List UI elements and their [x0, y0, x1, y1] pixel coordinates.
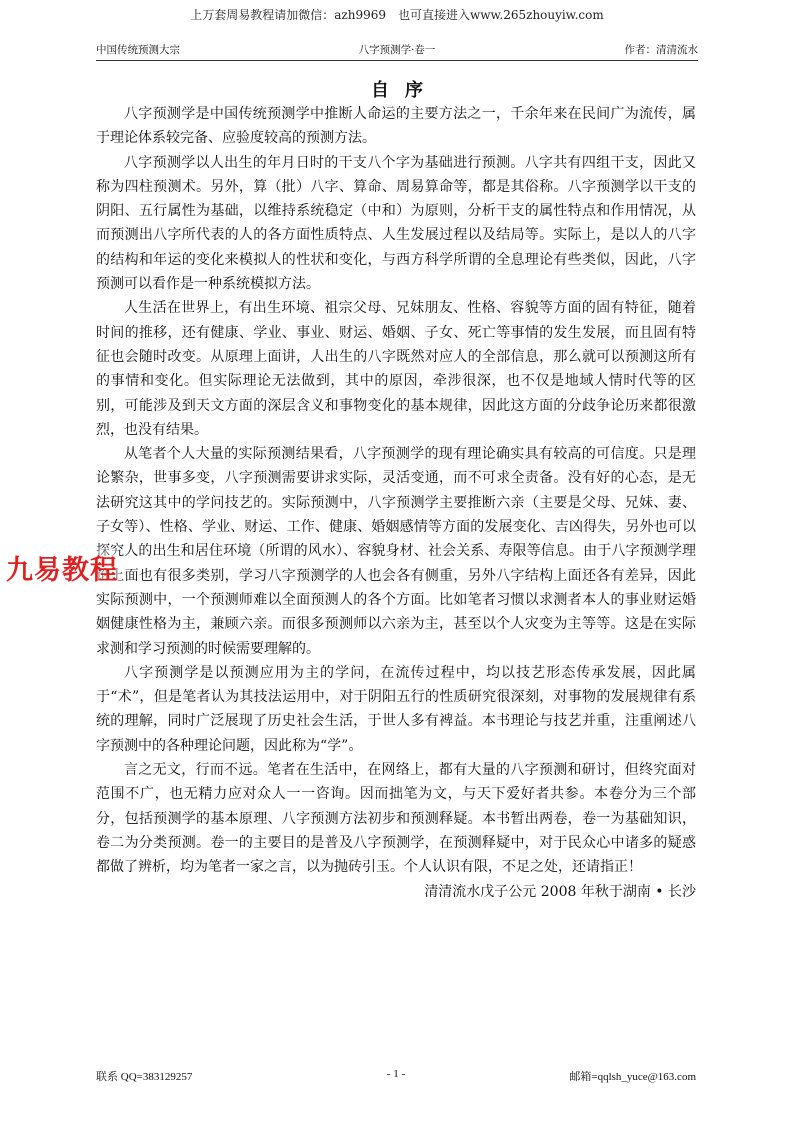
page-title: 自序 [371, 80, 439, 101]
paragraph: 言之无文，行而不远。笔者在生活中，在网络上，都有大量的八字预测和研讨，但终究面对范围不广，也无精力应对众人一一咨询。因而拙笔为文，与天下爱好者共参。本卷分为三个部分，包括预测学的基本原理、八字预测方法初步和预测释疑。本书暂出两卷，卷一为基础知识，卷二为分类预测。卷一的主要目的是普及八字预测学，在预测释疑中，对于民众心中诸多的疑惑都做了辨析，均为笔者一家之言，以为抛砖引玉。个人认识有限，不足之处，还请指正！ [96, 762, 696, 876]
paragraph: 人生活在世界上，有出生环境、祖宗父母、兄妹朋友、性格、容貌等方面的固有特征，随着时间的推移，还有健康、学业、事业、财运、婚姻、子女、死亡等事情的发生发展，而且固有特征也会随时改变。从原理上面讲，人出生的八字既然对应人的全部信息，那么就可以预测这所有的事情和变化。但实际理论无法做到，其中的原因，牵涉很深，也不仅是地域人情时代等的区别，可能涉及到天文方面的深层含义和事物变化的基本规律，因此这方面的分歧争论历来都很激烈，也没有结果。 [96, 300, 696, 438]
signature: 清清流水戊子公元 2008 年秋于湖南 • 长沙 [424, 883, 696, 900]
page-footer [96, 1068, 696, 1084]
header-author: 作者：清清流水 [624, 44, 698, 56]
running-header [96, 42, 698, 61]
watermark-logo: 九易教程 [6, 548, 118, 587]
header-book-title: 八字预测学·卷一 [358, 44, 436, 56]
page-number: - 1 - [386, 1068, 406, 1080]
top-banner: 上万套周易教程请加微信：azh9969 也可直接进入www.265zhouyiw.com [190, 8, 604, 22]
header-series: 中国传统预测大宗 [96, 44, 180, 56]
paragraph: 八字预测学是以预测应用为主的学问，在流传过程中，均以技艺形态传承发展，因此属于“术”，但是笔者认为其技法运用中，对于阴阳五行的性质研究很深刻，对事物的发展规律有系统的理解，同时广泛展现了历史社会生活，于世人多有裨益。本书理论与技艺并重，注重阐述八字预测中的各种理论问题，因此称为“学”。 [96, 664, 696, 754]
paragraph: 八字预测学以人出生的年月日时的干支八个字为基础进行预测。八字共有四组干支，因此又称为四柱预测术。另外，算（批）八字、算命、周易算命等，都是其俗称。八字预测学以干支的阴阳、五行属性为基础，以维持系统稳定（中和）为原则，分析干支的属性特点和作用情况，从而预测出八字所代表的人的各方面性质特点、人生发展过程以及结局等。实际上，是以人的八字的结构和年运的变化来模拟人的性状和变化，与西方科学所谓的全息理论有些类似，因此，八字预测可以看作是一种系统模拟方法。 [96, 154, 696, 293]
paragraph: 从笔者个人大量的实际预测结果看，八字预测学的现有理论确实具有较高的可信度。只是理论繁杂，世事多变，八字预测需要讲求实际，灵活变通，而不可求全责备。没有好的心态，是无法研究这其中的学问技艺的。实际预测中，八字预测学主要推断六亲（主要是父母、兄妹、妻、子女等）、性格、学业、财运、工作、健康、婚姻感情等方面的发展变化、吉凶得失，另外也可以探究人的出生和居住环境（所谓的风水）、容貌身材、社会关系、寿限等信息。由于八字预测学理论上面也有很多类别，学习八字预测学的人也会各有侧重，另外八字结构上面还各有差异，因此实际预测中，一个预测师难以全面预测人的各个方面。比如笔者习惯以求测者本人的事业财运婚姻健康性格为主，兼顾六亲。而很多预测师以六亲为主，甚至以个人灾变为主等等。这是在实际求测和学习预测的时候需要理解的。 [96, 446, 696, 657]
paragraph: 八字预测学是中国传统预测学中推断人命运的主要方法之一，千余年来在民间广为流传，属于理论体系较完备、应验度较高的预测方法。 [96, 106, 696, 147]
preface-body [96, 102, 696, 904]
footer-email: 邮箱=qqlsh_yuce@163.com [569, 1071, 696, 1083]
footer-contact-qq: 联系 QQ=383129257 [96, 1071, 193, 1083]
